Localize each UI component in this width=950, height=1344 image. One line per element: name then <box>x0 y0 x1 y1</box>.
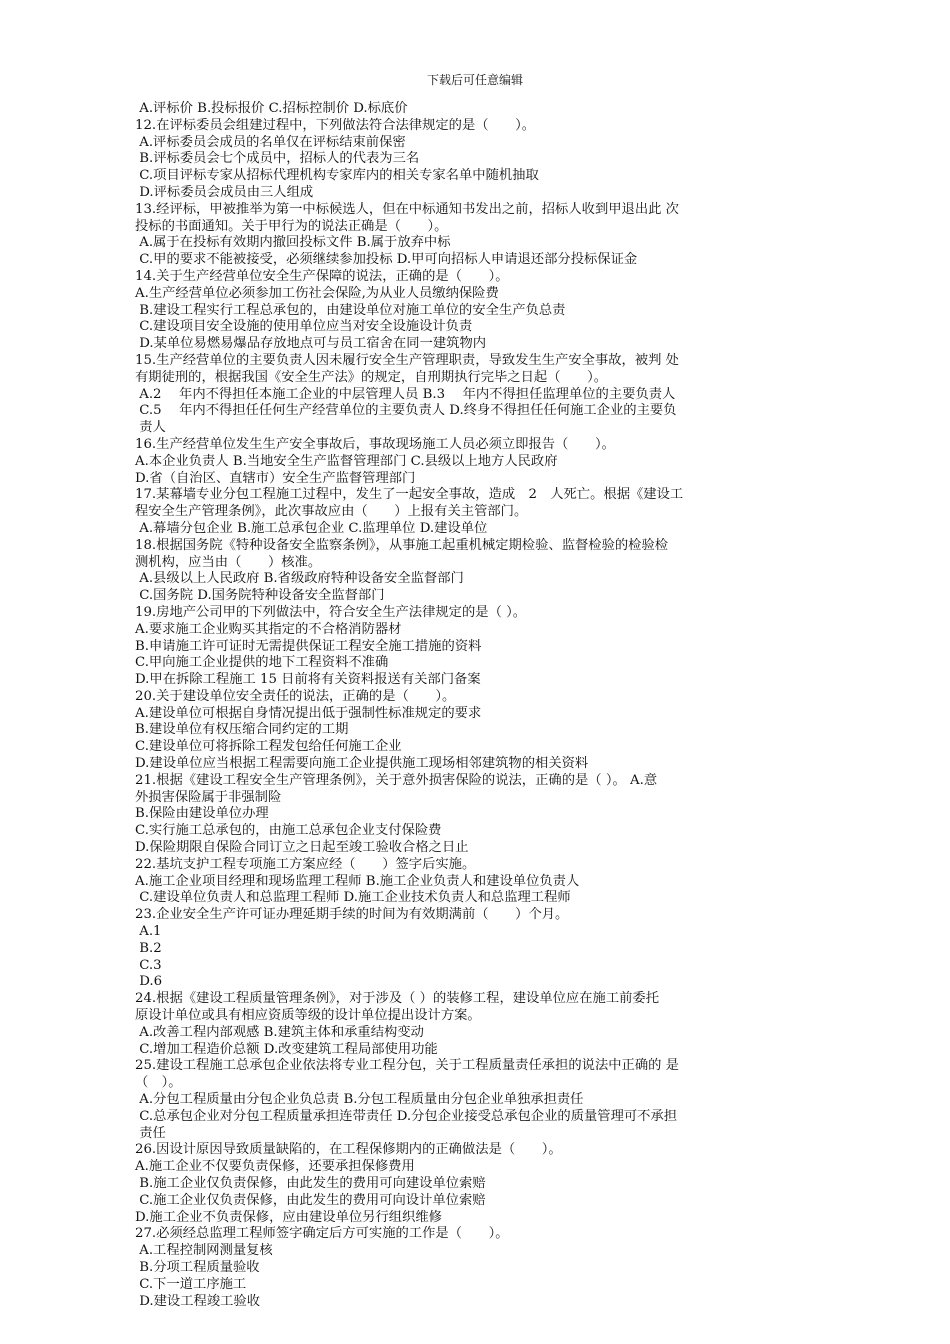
text-line: A.2 年内不得担任本施工企业的中层管理人员 B.3 年内不得担任监理单位的主要负责人 <box>135 386 676 402</box>
text-line: 25.建设工程施工总承包企业依法将专业工程分包，关于工程质量责任承担的说法中正确的 是 <box>135 1058 679 1074</box>
text-line: 24.根据《建设工程质量管理条例》，对于涉及（ ）的装修工程，建设单位应在施工前委托 <box>135 991 660 1007</box>
text-line: D.建设单位应当根据工程需要向施工企业提供施工现场相邻建筑物的相关资料 <box>135 756 589 772</box>
text-line: D.施工企业不负责保修，应由建设单位另行组织维修 <box>135 1209 442 1225</box>
text-line: A.县级以上人民政府 B.省级政府特种设备安全监督部门 <box>135 571 464 587</box>
text-line: B.建设单位有权压缩合同约定的工期 <box>135 722 349 738</box>
text-line: 责人 <box>135 420 166 436</box>
text-line: 投标的书面通知。关于甲行为的说法正确是（ ）。 <box>135 218 448 234</box>
text-line: A.本企业负责人 B.当地安全生产监督管理部门 C.县级以上地方人民政府 <box>135 453 558 469</box>
text-line: A.生产经营单位必须参加工伤社会保险,为从业人员缴纳保险费 <box>135 285 499 301</box>
text-line: A.1 <box>135 924 162 940</box>
text-line: C.施工企业仅负责保修，由此发生的费用可向设计单位索赔 <box>135 1192 486 1208</box>
text-line: A.施工企业项目经理和现场监理工程师 B.施工企业负责人和建设单位负责人 <box>135 873 580 889</box>
text-line: C.建设项目安全设施的使用单位应当对安全设施设计负责 <box>135 319 473 335</box>
text-line: A.要求施工企业购买其指定的不合格消防器材 <box>135 621 402 637</box>
text-line: 原设计单位或具有相应资质等级的设计单位提出设计方案。 <box>135 1008 481 1024</box>
text-line: B.评标委员会七个成员中，招标人的代表为三名 <box>135 151 420 167</box>
text-line: B.建设工程实行工程总承包的，由建设单位对施工单位的安全生产负总责 <box>135 302 566 318</box>
text-line: 12.在评标委员会组建过程中，下列做法符合法律规定的是（ ）。 <box>135 117 536 133</box>
text-line: B.申请施工许可证时无需提供保证工程安全施工措施的资料 <box>135 638 482 654</box>
text-line: A.改善工程内部观感 B.建筑主体和承重结构变动 <box>135 1024 424 1040</box>
text-line: D.保险期限自保险合同订立之日起至竣工验收合格之日止 <box>135 840 469 856</box>
text-line: D.甲在拆除工程施工 15 日前将有关资料报送有关部门备案 <box>135 672 481 688</box>
text-line: 27.必须经总监理工程师签字确定后方可实施的工作是（ ）。 <box>135 1226 509 1242</box>
text-line: C.甲向施工企业提供的地下工程资料不准确 <box>135 655 389 671</box>
text-line: C.甲的要求不能被接受，必须继续参加投标 D.甲可向招标人申请退还部分投标保证金 <box>135 252 638 268</box>
text-line: 程安全生产管理条例》，此次事故应由（ ）上报有关主管部门。 <box>135 504 528 520</box>
text-line: C.项目评标专家从招标代理机构专家库内的相关专家名单中随机抽取 <box>135 168 539 184</box>
text-line: 测机构，应当由（ ）核准。 <box>135 554 322 570</box>
text-line: C.下一道工序施工 <box>135 1276 247 1292</box>
text-line: 22.基坑支护工程专项施工方案应经（ ）签字后实施。 <box>135 856 476 872</box>
text-line: C.增加工程造价总额 D.改变建筑工程局部使用功能 <box>135 1041 438 1057</box>
text-line: A.评标价 B.投标报价 C.招标控制价 D.标底价 <box>135 101 408 116</box>
text-line: 17.某幕墙专业分包工程施工过程中，发生了一起安全事故，造成 2 人死亡。根据《建设工 <box>135 487 684 503</box>
text-line: A.评标委员会成员的名单仅在评标结束前保密 <box>135 134 406 150</box>
text-line: 21.根据《建设工程安全生产管理条例》，关于意外损害保险的说法，正确的是（ ）。 A.意 <box>135 772 658 788</box>
text-line: D.6 <box>135 974 163 990</box>
text-line: （ ）。 <box>135 1075 182 1091</box>
text-line: C.建设单位可将拆除工程发包给任何施工企业 <box>135 739 402 755</box>
text-line: 20.关于建设单位安全责任的说法，正确的是（ ）。 <box>135 688 456 704</box>
text-line: A.幕墙分包企业 B.施工总承包企业 C.监理单位 D.建设单位 <box>135 520 488 536</box>
text-line: B.保险由建设单位办理 <box>135 806 269 822</box>
text-line: C.5 年内不得担任任何生产经营单位的主要负责人 D.终身不得担任任何施工企业的主要负 <box>135 403 677 419</box>
text-line: C.国务院 D.国务院特种设备安全监督部门 <box>135 588 385 604</box>
text-line: C.建设单位负责人和总监理工程师 D.施工企业技术负责人和总监理工程师 <box>135 890 571 906</box>
text-line: C.总承包企业对分包工程质量承担连带责任 D.分包企业接受总承包企业的质量管理可不承担 <box>135 1108 678 1124</box>
text-line: 19.房地产公司甲的下列做法中，符合安全生产法律规定的是（ ）。 <box>135 604 527 620</box>
text-line: A.施工企业不仅要负责保修，还要承担保修费用 <box>135 1159 415 1175</box>
text-line: 23.企业安全生产许可证办理延期手续的时间为有效期满前（ ）个月。 <box>135 907 569 923</box>
text-line: 16.生产经营单位发生生产安全事故后，事故现场施工人员必须立即报告（ ）。 <box>135 436 615 452</box>
text-line: 有期徒刑的，根据我国《安全生产法》的规定，自刑期执行完毕之日起（ ）。 <box>135 369 608 385</box>
text-line: 15.生产经营单位的主要负责人因未履行安全生产管理职责，导致发生生产安全事故，被判 处 <box>135 352 679 368</box>
text-line: 责任 <box>135 1125 166 1141</box>
text-line: D.评标委员会成员由三人组成 <box>135 184 314 200</box>
text-line: 外损害保险属于非强制险 <box>135 789 282 805</box>
text-line: A.建设单位可根据自身情况提出低于强制性标准规定的要求 <box>135 705 482 721</box>
text-line: A.工程控制网测量复核 <box>135 1243 273 1259</box>
text-line: 26.因设计原因导致质量缺陷的，在工程保修期内的正确做法是（ ）。 <box>135 1142 562 1158</box>
text-line: C.3 <box>135 957 162 973</box>
text-line: 13.经评标，甲被推举为第一中标候选人，但在中标通知书发出之前，招标人收到甲退出此 次 <box>135 201 679 217</box>
text-line: B.2 <box>135 940 162 956</box>
text-line: 18.根据国务院《特种设备安全监察条例》，从事施工起重机械定期检验、监督检验的检验检 <box>135 537 669 553</box>
text-line: C.实行施工总承包的，由施工总承包企业支付保险费 <box>135 823 442 839</box>
text-line: B.施工企业仅负责保修，由此发生的费用可向建设单位索赔 <box>135 1176 486 1191</box>
text-line: A.属于在投标有效期内撤回投标文件 B.属于放弃中标 <box>135 235 451 251</box>
text-line: B.分项工程质量验收 <box>135 1259 260 1275</box>
text-line: D.建设工程竣工验收 <box>135 1293 261 1309</box>
document-body <box>135 101 825 1310</box>
text-line: D.省（自治区、直辖市）安全生产监督管理部门 <box>135 470 416 486</box>
text-line: A.分包工程质量由分包企业负总责 B.分包工程质量由分包企业单独承担责任 <box>135 1092 584 1108</box>
page-header: 下载后可任意编辑 <box>426 73 523 87</box>
text-line: 14.关于生产经营单位安全生产保障的说法，正确的是（ ）。 <box>135 268 509 284</box>
text-line: D.某单位易燃易爆品存放地点可与员工宿舍在同一建筑物内 <box>135 336 487 352</box>
